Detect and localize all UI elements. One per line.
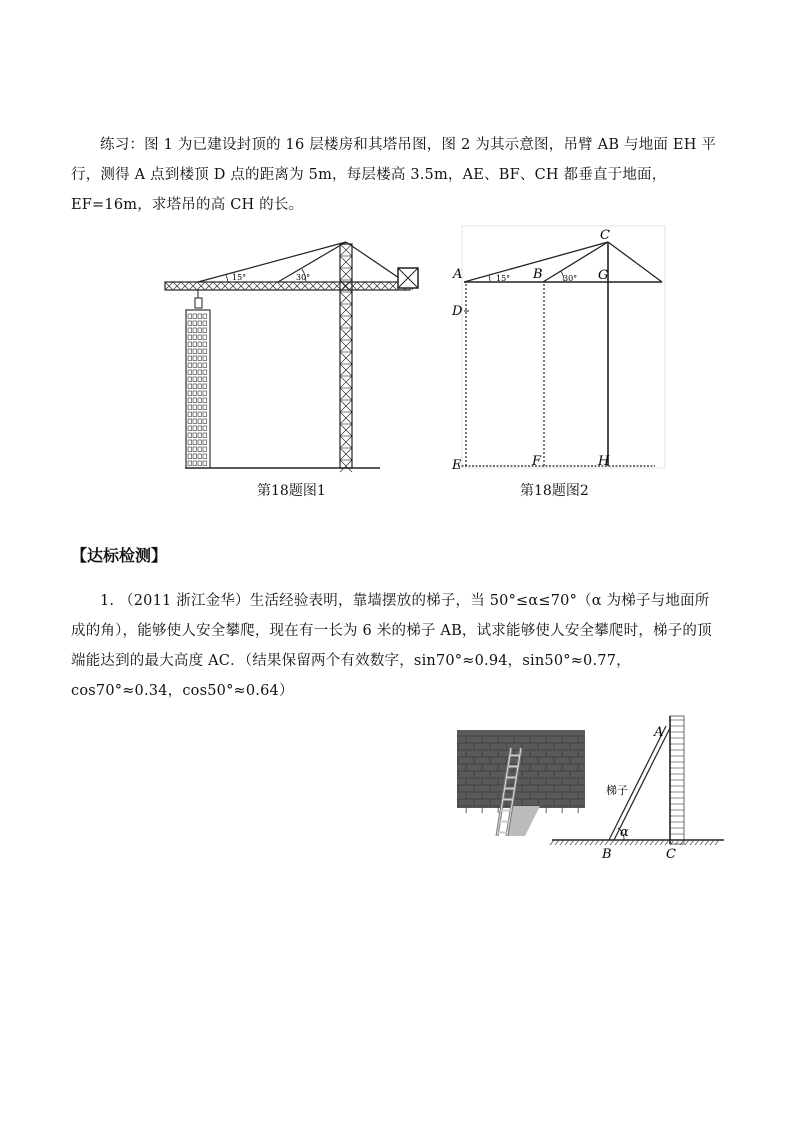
label-E: E [452, 458, 462, 473]
exercise-text: 练习：图 1 为已建设封顶的 16 层楼房和其塔吊图，图 2 为其示意图，吊臂 AB 与地面 EH 平行，测得 A 点到楼顶 D 点的距离为 5m，每层楼高 3.5m，AE、BF、CH 都垂直于地面，EF=16m，求塔吊的高 CH 的长。 [71, 137, 717, 213]
label-A-ladder: A [654, 725, 664, 740]
figure1-angle-right: 30° [296, 273, 311, 282]
figure1-caption: 第18题图1 [257, 483, 326, 499]
figure2-angle-left: 15° [496, 274, 511, 283]
label-B-ladder: B [602, 847, 612, 862]
label-G: G [598, 268, 609, 283]
problem1-text: 1. （2011 浙江金华）生活经验表明，靠墙摆放的梯子，当 50°≤α≤70°（α 为梯子与地面所成的角），能够使人安全攀爬，现在有一长为 6 米的梯子 AB，试求能够使人安全攀爬时，梯子的顶端能达到的最大高度 AC．（结果保留两个有效数字，sin70°≈0.94，sin50°≈0.77，cos70°≈0.34，cos50°≈0.64） [71, 593, 712, 699]
label-alpha: α [620, 825, 629, 840]
label-A: A [453, 267, 463, 282]
label-B: B [533, 267, 543, 282]
section-title: 【达标检测】 [71, 546, 168, 565]
building [186, 310, 210, 468]
label-F: F [532, 454, 542, 469]
figure1-crane-drawing [160, 232, 420, 472]
figure1-angle-left: 15° [232, 273, 247, 282]
figure3-ladder-diagram [548, 712, 728, 862]
ladder-label: 梯子 [606, 784, 628, 797]
label-H: H [598, 454, 610, 469]
label-D: D [452, 304, 463, 319]
label-C-ladder: C [666, 847, 676, 862]
label-C: C [600, 228, 610, 243]
figure2-caption: 第18题图2 [520, 483, 589, 499]
figure2-schematic [440, 224, 670, 474]
figure2-angle-right: 30° [563, 274, 578, 283]
